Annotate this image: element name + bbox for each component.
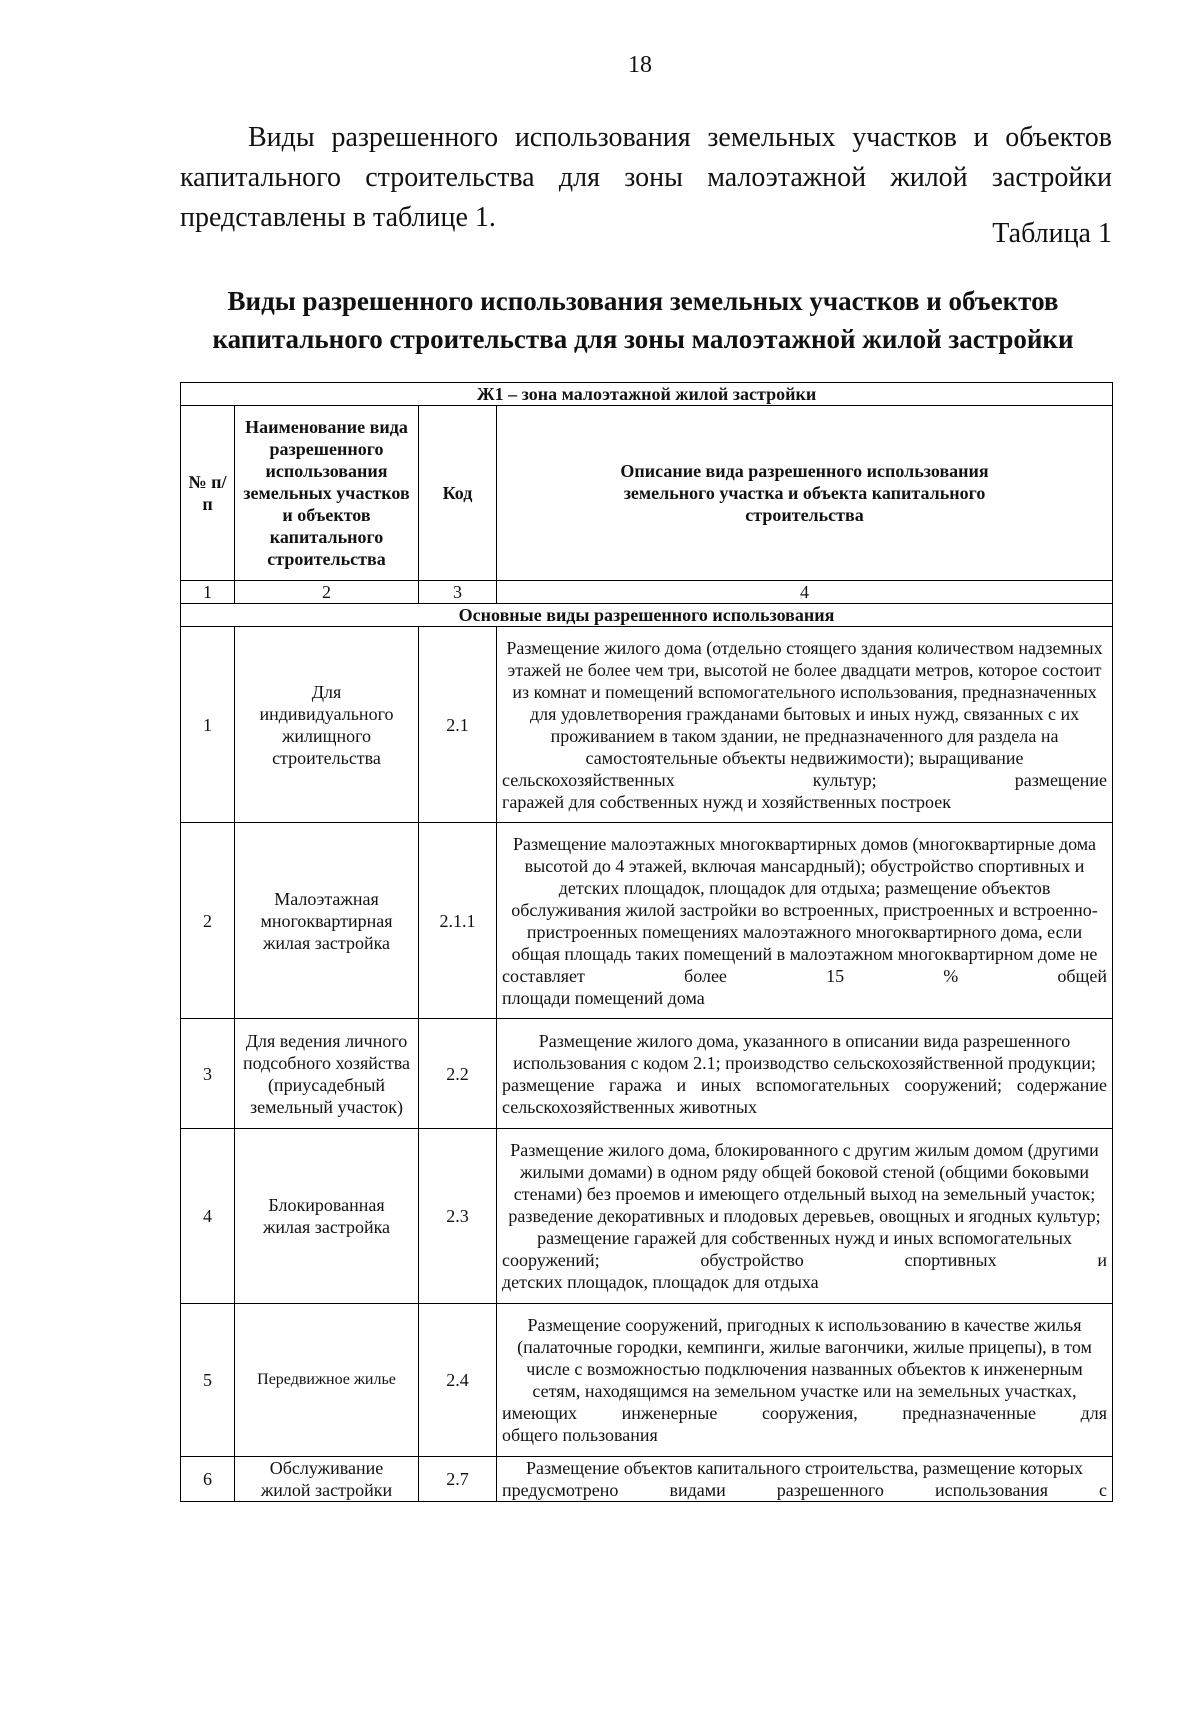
title-line-2: капитального строительства для зоны малоэтажной жилой застройки (212, 324, 1074, 354)
row-code: 2.1.1 (419, 823, 497, 1019)
document-title (168, 282, 1118, 358)
row-description (497, 1129, 1113, 1304)
row-name: Для индивидуального жилищного строительства (235, 627, 419, 823)
header-description: Описание вида разрешенного использования земельного участка и объекта капитального строительства (497, 406, 1113, 581)
row-number: 1 (181, 627, 235, 823)
row-code: 2.7 (419, 1457, 497, 1502)
table-row (181, 1457, 1113, 1502)
row-description (497, 1019, 1113, 1129)
description-tail: сельскохозяйственных животных (502, 1096, 757, 1117)
description-text: Размещение объектов капитального строительства, размещение которых предусмотрено видами разрешенного использования с (502, 1458, 1108, 1500)
description-text: Размещение жилого дома, блокированного с другим жилым домом (другими жилыми домами) в одном ряду общей боковой стеной (общими боковыми стенами) без проемов и имеющего отдельный выход на земельный участок; разведение декоративных и плодовых деревьев, овощных и ягодных культур; размещение гаражей для собственных нужд и иных вспомогательных сооружений; обустройство спортивных и (502, 1140, 1108, 1270)
table-row (181, 1129, 1113, 1304)
row-code: 2.1 (419, 627, 497, 823)
row-description (497, 1457, 1113, 1502)
section-main-title: Основные виды разрешенного использования (181, 604, 1113, 627)
page-number: 18 (628, 52, 652, 78)
zone-header-row (181, 383, 1113, 406)
header-name: Наименование вида разрешенного использования земельных участков и объектов капитального строительства (235, 406, 419, 581)
description-text: Размещение жилого дома (отдельно стоящего здания количеством надземных этажей не более чем три, высотой не более двадцати метров, которое состоит из комнат и помещений вспомогательного использования, предназначенных для удовлетворения гражданами бытовых и иных нужд, связанных с их проживанием в таком здании, не предназначенного для раздела на самостоятельные объекты недвижимости); выращивание сельскохозяйственных культур; размещение (502, 637, 1108, 790)
row-number: 4 (181, 1129, 235, 1304)
description-tail: площади помещений дома (502, 987, 705, 1008)
column-number: 2 (235, 581, 419, 604)
row-description (497, 627, 1113, 823)
row-number: 6 (181, 1457, 235, 1502)
description-tail: гаражей для собственных нужд и хозяйственных построек (502, 791, 952, 812)
row-number: 3 (181, 1019, 235, 1129)
column-number: 3 (419, 581, 497, 604)
row-code: 2.4 (419, 1304, 497, 1457)
section-row (181, 604, 1113, 627)
zone-header: Ж1 – зона малоэтажной жилой застройки (181, 383, 1113, 406)
row-name: Блокированная жилая застройка (235, 1129, 419, 1304)
row-number: 5 (181, 1304, 235, 1457)
header-num: № п/п (181, 406, 235, 581)
title-line-1: Виды разрешенного использования земельных участков и объектов (227, 286, 1059, 316)
row-name: Обслуживание жилой застройки (235, 1457, 419, 1502)
description-text: Размещение сооружений, пригодных к использованию в качестве жилья (палаточные городки, кемпинги, жилые вагончики, жилые прицепы), в том числе с возможностью подключения названных объектов к инженерным сетям, находящимся на земельном участке или на земельных участках, имеющих инженерные сооружения, предназначенные для (502, 1315, 1108, 1423)
table-label: Таблица 1 (992, 218, 1112, 249)
row-name: Передвижное жилье (235, 1304, 419, 1457)
row-code: 2.2 (419, 1019, 497, 1129)
header-row (181, 406, 1113, 581)
row-name: Малоэтажная многоквартирная жилая застройка (235, 823, 419, 1019)
table-row (181, 627, 1113, 823)
description-tail: общего пользования (502, 1425, 658, 1445)
column-number: 4 (497, 581, 1113, 604)
table-row (181, 1019, 1113, 1129)
row-description (497, 823, 1113, 1019)
intro-text: Виды разрешенного использования земельных участков и объектов капитального строительства для зоны малоэтажной жилой застройки представлены в таблице 1. (180, 122, 1112, 233)
table-row (181, 823, 1113, 1019)
description-tail: детских площадок, площадок для отдыха (502, 1272, 819, 1292)
row-code: 2.3 (419, 1129, 497, 1304)
description-text: Размещение малоэтажных многоквартирных домов (многоквартирные дома высотой до 4 этажей, включая мансардный); обустройство спортивных и детских площадок, площадок для отдыха; размещение объектов обслуживания жилой застройки во встроенных, пристроенных и встроенно-пристроенных помещениях малоэтажного многоквартирного дома, если общая площадь таких помещений в малоэтажном многоквартирном доме не составляет более 15 % общей (502, 833, 1108, 986)
land-use-table (180, 382, 1113, 1502)
row-description (497, 1304, 1113, 1457)
table-row (181, 1304, 1113, 1457)
description-text: Размещение жилого дома, указанного в описании вида разрешенного использования с кодом 2.1; производство сельскохозяйственной продукции; размещение гаража и иных вспомогательных сооружений; содержание (502, 1030, 1108, 1095)
row-name: Для ведения личного подсобного хозяйства (приусадебный земельный участок) (235, 1019, 419, 1129)
column-number: 1 (181, 581, 235, 604)
header-code: Код (419, 406, 497, 581)
row-number: 2 (181, 823, 235, 1019)
column-numbers-row (181, 581, 1113, 604)
